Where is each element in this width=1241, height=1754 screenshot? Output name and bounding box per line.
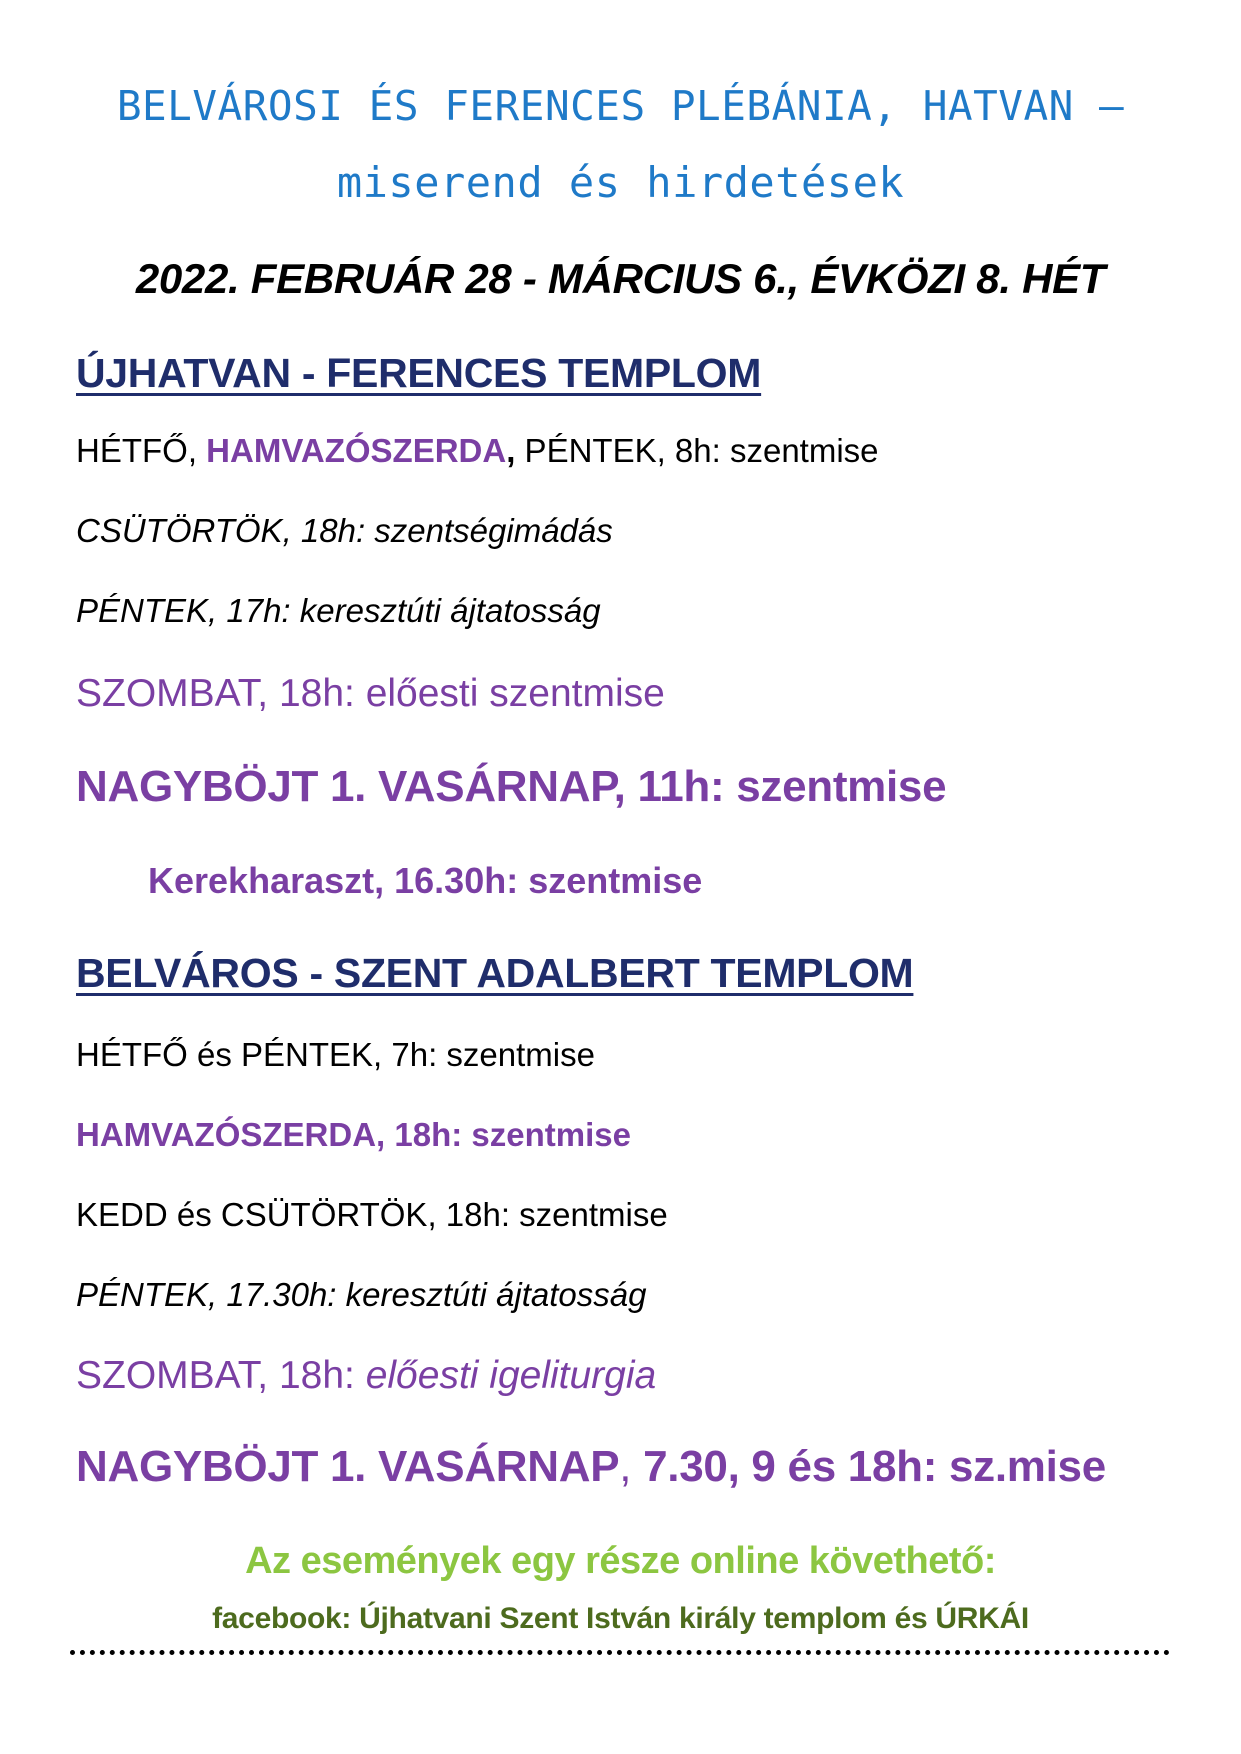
weekday-part-d: PÉNTEK, 8h: szentmise <box>515 432 879 469</box>
weekday-part-a: HÉTFŐ, <box>76 432 207 469</box>
facebook-notice: facebook: Újhatvani Szent István király templom és ÚRKÁI <box>212 1602 1029 1635</box>
page-title-line1: BELVÁROSI ÉS FERENCES PLÉBÁNIA, HATVAN – <box>116 82 1125 130</box>
dotted-divider <box>70 1650 1170 1655</box>
belvaros-sunday-mass <box>76 1442 1106 1492</box>
section-heading-ujhatvan: ÚJHATVAN - FERENCES TEMPLOM <box>76 350 762 396</box>
sunday-comma: , <box>619 1442 644 1491</box>
kerekharaszt-mass: Kerekharaszt, 16.30h: szentmise <box>148 860 703 901</box>
ujhatvan-weekday-mass <box>76 432 879 470</box>
ujhatvan-saturday-mass: SZOMBAT, 18h: előesti szentmise <box>76 672 665 715</box>
sunday-times: 7.30, 9 és 18h: sz.mise <box>643 1442 1106 1491</box>
comma: , <box>506 432 516 469</box>
belvaros-saturday-liturgy <box>76 1354 656 1398</box>
liturgy-label: előesti igeliturgia <box>365 1354 657 1397</box>
sunday-label: NAGYBÖJT 1. VASÁRNAP <box>76 1442 620 1491</box>
ujhatvan-sunday-mass: NAGYBÖJT 1. VASÁRNAP, 11h: szentmise <box>76 762 947 811</box>
belvaros-weekday-mass: HÉTFŐ és PÉNTEK, 7h: szentmise <box>76 1036 595 1073</box>
belvaros-tue-thu-mass: KEDD és CSÜTÖRTÖK, 18h: szentmise <box>76 1196 668 1233</box>
ash-wednesday-label: HAMVAZÓSZERDA <box>206 432 507 469</box>
section-heading-belvaros: BELVÁROS - SZENT ADALBERT TEMPLOM <box>76 950 914 996</box>
belvaros-friday-stations: PÉNTEK, 17.30h: keresztúti ájtatosság <box>76 1276 647 1313</box>
belvaros-ash-wednesday: HAMVAZÓSZERDA, 18h: szentmise <box>76 1116 631 1153</box>
page-title-line2: miserend és hirdetések <box>336 158 905 207</box>
saturday-time: SZOMBAT, 18h: <box>76 1354 366 1397</box>
ujhatvan-friday-stations: PÉNTEK, 17h: keresztúti ájtatosság <box>76 592 601 629</box>
online-notice: Az események egy része online követhető: <box>245 1540 996 1582</box>
ujhatvan-thursday-adoration: CSÜTÖRTÖK, 18h: szentségimádás <box>76 512 613 549</box>
week-dates: 2022. FEBRUÁR 28 - MÁRCIUS 6., ÉVKÖZI 8. HÉT <box>135 255 1106 302</box>
